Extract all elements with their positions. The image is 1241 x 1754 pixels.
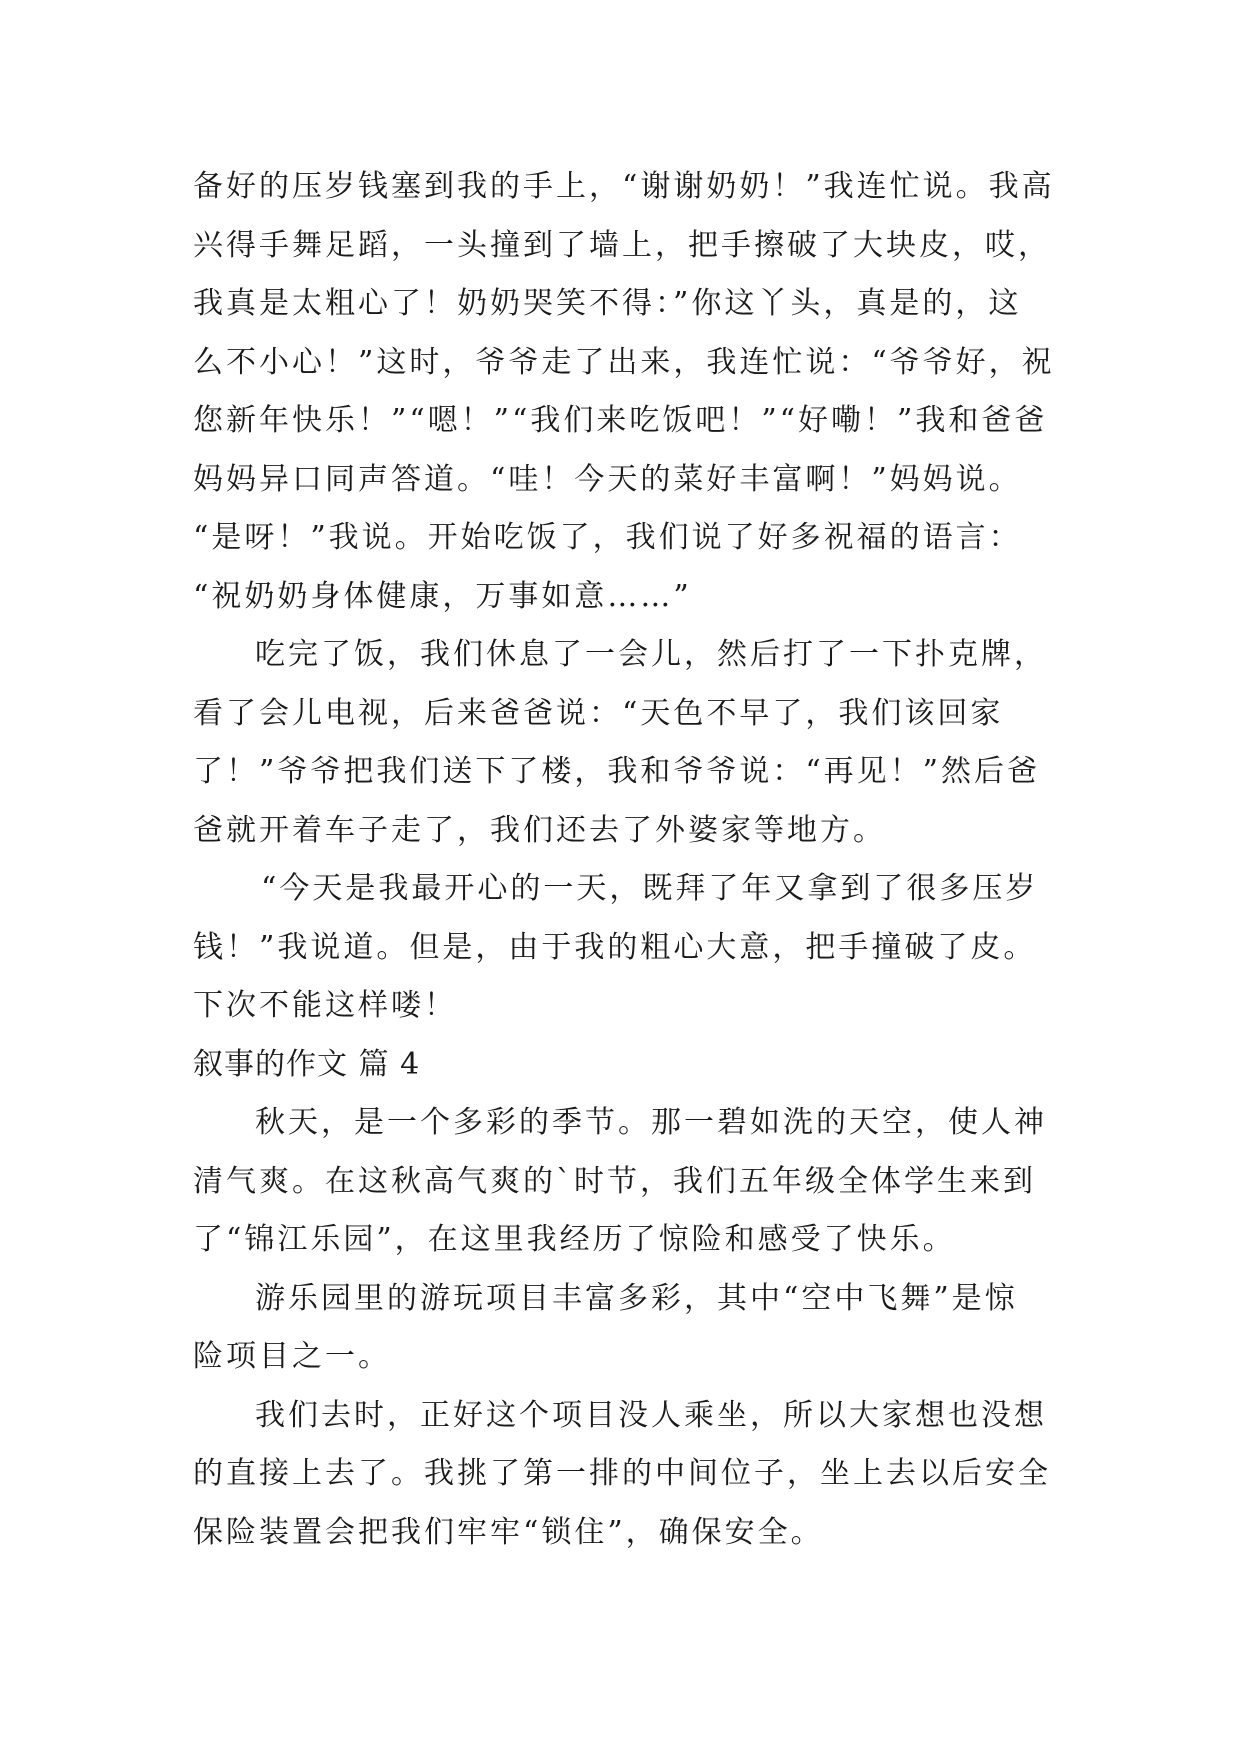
text-line: 我们去时，正好这个项目没人乘坐，所以大家想也没想 bbox=[255, 1397, 1047, 1433]
text-line: 险项目之一。 bbox=[193, 1339, 391, 1374]
text-line: “祝奶奶身体健康，万事如意……” bbox=[193, 578, 692, 614]
document-page bbox=[193, 158, 1053, 1562]
paragraph bbox=[193, 1094, 1053, 1270]
text-line: 了“锦江乐园”，在这里我经历了惊险和感受了快乐。 bbox=[193, 1222, 956, 1257]
text-line: “是呀！”我说。开始吃饭了，我们说了好多祝福的语言： bbox=[193, 520, 1022, 555]
paragraph bbox=[193, 158, 1053, 626]
text-line: 看了会儿电视，后来爸爸说：“天色不早了，我们该回家 bbox=[193, 695, 1004, 731]
paragraph bbox=[193, 1387, 1053, 1563]
text-line: 么不小心！”这时，爷爷走了出来，我连忙说：“爷爷好，祝 bbox=[193, 344, 1055, 380]
text-line: 下次不能这样喽！ bbox=[193, 988, 457, 1023]
text-line: “今天是我最开心的一天，既拜了年又拿到了很多压岁 bbox=[261, 871, 1039, 906]
text-line: 清气爽。在这秋高气爽的`时节，我们五年级全体学生来到 bbox=[193, 1163, 1036, 1199]
text-line: 钱！”我说道。但是，由于我的粗心大意，把手撞破了皮。 bbox=[193, 929, 1037, 965]
text-line: 保险装置会把我们牢牢“锁住”，确保安全。 bbox=[193, 1514, 824, 1550]
text-line: 您新年快乐！”“嗯！”“我们来吃饭吧！”“好嘞！”我和爸爸 bbox=[193, 403, 1048, 438]
text-line: 了！”爷爷把我们送下了楼，我和爷爷说：“再见！”然后爸 bbox=[193, 754, 1041, 789]
section-heading: 叙事的作文 篇 4 bbox=[193, 1046, 421, 1082]
paragraph bbox=[193, 1270, 1053, 1387]
paragraph bbox=[193, 626, 1053, 860]
text-line: 兴得手舞足蹈，一头撞到了墙上，把手擦破了大块皮，哎， bbox=[193, 227, 1051, 263]
text-line: 爸就开着车子走了，我们还去了外婆家等地方。 bbox=[193, 812, 886, 848]
text-line: 游乐园里的游玩项目丰富多彩，其中“空中飞舞”是惊 bbox=[255, 1280, 1018, 1316]
text-line: 我真是太粗心了！奶奶哭笑不得：”你这丫头，真是的，这 bbox=[193, 286, 1022, 321]
text-line: 秋天，是一个多彩的季节。那一碧如洗的天空，使人神 bbox=[255, 1105, 1047, 1140]
text-line: 备好的压岁钱塞到我的手上，“谢谢奶奶！”我连忙说。我高 bbox=[193, 169, 1055, 204]
text-line: 妈妈异口同声答道。“哇！今天的菜好丰富啊！”妈妈说。 bbox=[193, 461, 1022, 497]
paragraph bbox=[193, 860, 1053, 1036]
text-line: 吃完了饭，我们休息了一会儿，然后打了一下扑克牌， bbox=[255, 637, 1047, 672]
text-line: 的直接上去了。我挑了第一排的中间位子，坐上去以后安全 bbox=[193, 1456, 1051, 1491]
